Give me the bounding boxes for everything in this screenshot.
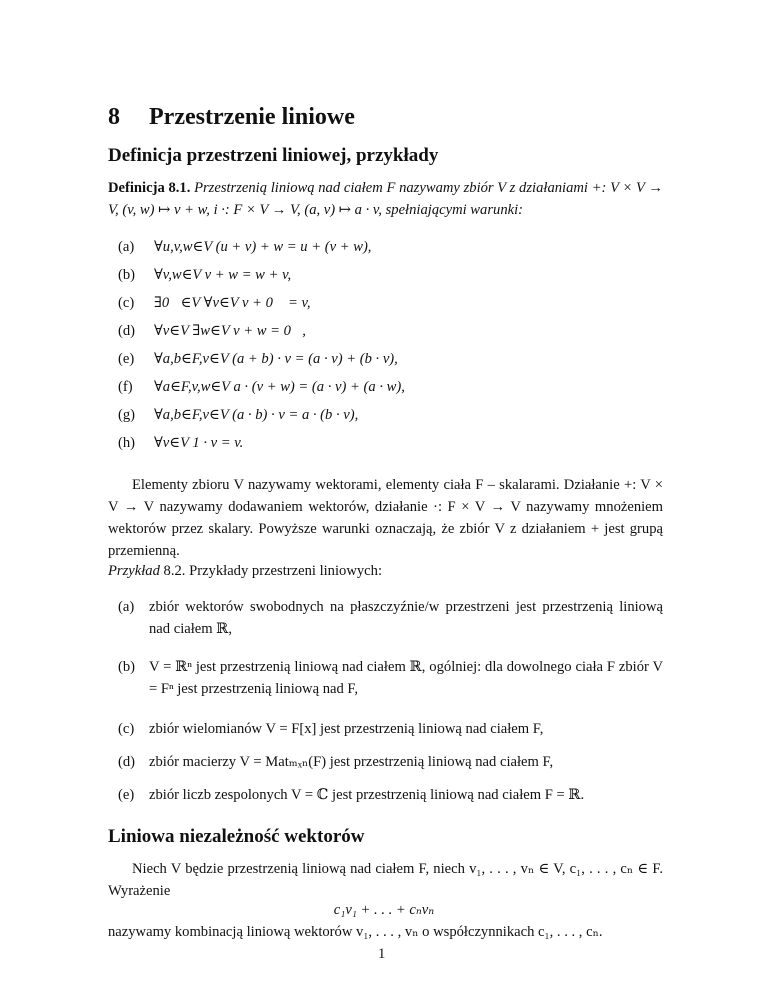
axiom-label: (g) bbox=[118, 407, 136, 423]
section2-after: nazywamy kombinacją liniową wektorów v₁, . . . , vₙ o współczynnikach c₁, . . . , cₙ. bbox=[108, 924, 603, 940]
item-text: zbiór liczb zespolonych V = ℂ jest przestrzenią liniową nad ciałem F = ℝ. bbox=[149, 787, 585, 803]
axiom-a bbox=[118, 238, 371, 256]
definition-block bbox=[108, 177, 663, 221]
axiom-label: (b) bbox=[118, 267, 136, 283]
axiom-formula: ∀u,v,w∈V (u + v) + w = u + (v + w), bbox=[154, 239, 372, 255]
example-item-c bbox=[118, 718, 663, 740]
section-title-2: Liniowa niezależność wektorów bbox=[108, 826, 365, 847]
axiom-d bbox=[118, 322, 306, 340]
section-title: Definicja przestrzeni liniowej, przykłady bbox=[108, 145, 439, 166]
axiom-formula: ∀a∈F,v,w∈V a · (v + w) = (a · v) + (a · w), bbox=[154, 379, 405, 395]
axiom-label: (f) bbox=[118, 379, 133, 395]
item-label: (e) bbox=[118, 787, 135, 803]
example-number: 8.2. bbox=[163, 563, 186, 579]
linear-combination-formula: c₁v₁ + . . . + cₙvₙ bbox=[333, 902, 435, 918]
paragraph-vectors: Elementy zbioru V nazywamy wektorami, elementy ciała F – skalarami. Działanie +: V × V → V nazywamy dodawaniem wektorów, działanie ·: F × V → V nazywamy mnożeniem wektorów przez skalary. Powyższe warunki oznaczają, że zbiór V z działaniem + jest grupą przemienną. bbox=[108, 477, 663, 559]
axiom-label: (a) bbox=[118, 239, 135, 255]
item-label: (b) bbox=[118, 659, 136, 675]
chapter-number: 8 bbox=[108, 104, 120, 130]
axiom-formula: ∀v∈V 1 · v = v. bbox=[154, 435, 244, 451]
example-heading bbox=[108, 560, 382, 582]
item-text: zbiór wektorów swobodnych na płaszczyźnie/w przestrzeni jest przestrzenią liniową nad ciałem ℝ, bbox=[149, 599, 663, 637]
axiom-label: (d) bbox=[118, 323, 136, 339]
axiom-formula: ∀v∈V ∃w∈V v + w = 0⃗, bbox=[154, 323, 306, 339]
item-label: (d) bbox=[118, 754, 136, 770]
item-text: zbiór macierzy V = Matₘₓₙ(F) jest przestrzenią liniową nad ciałem F, bbox=[149, 754, 554, 770]
axiom-h bbox=[118, 434, 243, 452]
example-intro: Przykłady przestrzeni liniowych: bbox=[189, 563, 382, 579]
example-item-e bbox=[118, 784, 663, 806]
page-number: 1 bbox=[378, 946, 386, 962]
axiom-b bbox=[118, 266, 291, 284]
item-text: V = ℝⁿ jest przestrzenią liniową nad ciałem ℝ, ogólniej: dla dowolnego ciała F zbiór V = Fⁿ jest przestrzenią liniową nad F, bbox=[149, 659, 663, 697]
axiom-formula: ∀a,b∈F,v∈V (a · b) · v = a · (b · v), bbox=[154, 407, 359, 423]
example-item-a bbox=[118, 596, 663, 640]
axiom-label: (c) bbox=[118, 295, 135, 311]
axiom-g bbox=[118, 406, 358, 424]
axiom-c bbox=[118, 294, 311, 312]
section2-intro: Niech V będzie przestrzenią liniową nad ciałem F, niech v₁, . . . , vₙ ∈ V, c₁, . . . , cₙ ∈ F. Wyrażenie bbox=[108, 861, 663, 899]
example-item-d bbox=[118, 751, 663, 773]
axiom-formula: ∃0⃗∈V ∀v∈V v + 0⃗ = v, bbox=[154, 295, 311, 311]
definition-label: Definicja 8.1. bbox=[108, 180, 191, 196]
chapter-title: Przestrzenie liniowe bbox=[149, 104, 355, 130]
definition-text: Przestrzenią liniową nad ciałem F nazywamy zbiór V z działaniami +: V × V → V, (v, w) ↦ v + w, i ·: F × V → V, (a, v) ↦ a · v, spełniającymi warunki: bbox=[108, 180, 663, 218]
axiom-f bbox=[118, 378, 405, 396]
example-label: Przykład bbox=[108, 563, 160, 579]
axiom-label: (h) bbox=[118, 435, 136, 451]
axiom-formula: ∀a,b∈F,v∈V (a + b) · v = (a · v) + (b · v), bbox=[154, 351, 398, 367]
example-item-b bbox=[118, 656, 663, 700]
axiom-formula: ∀v,w∈V v + w = w + v, bbox=[154, 267, 292, 283]
item-label: (c) bbox=[118, 721, 135, 737]
axiom-label: (e) bbox=[118, 351, 135, 367]
item-text: zbiór wielomianów V = F[x] jest przestrzenią liniową nad ciałem F, bbox=[149, 721, 544, 737]
axiom-e bbox=[118, 350, 398, 368]
item-label: (a) bbox=[118, 599, 135, 615]
